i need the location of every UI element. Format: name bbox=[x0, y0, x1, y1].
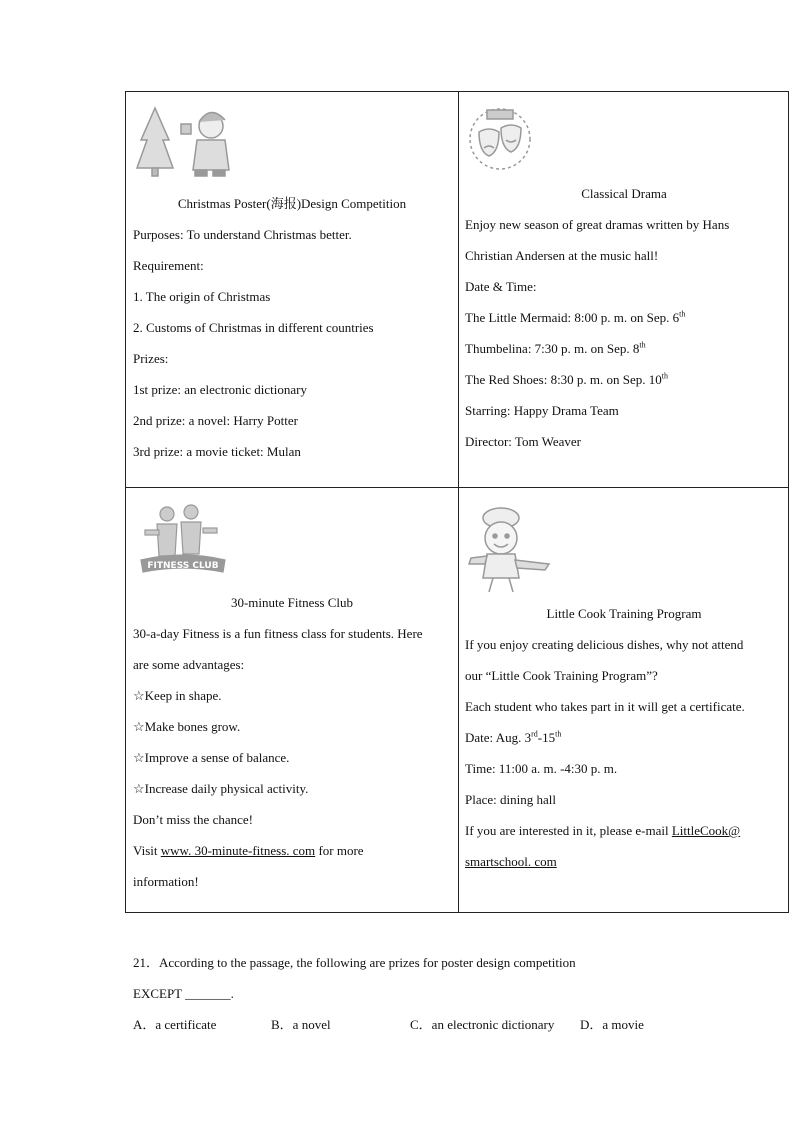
option-c[interactable]: C．an electronic dictionary bbox=[410, 1017, 555, 1032]
question-block bbox=[133, 947, 773, 1040]
option-d[interactable]: D．a movie bbox=[580, 1017, 644, 1032]
fitness-intro: are some advantages: bbox=[133, 657, 245, 672]
christmas-prize: 2nd prize: a novel: Harry Potter bbox=[133, 413, 298, 428]
cook-date bbox=[465, 722, 783, 753]
date-sup: th bbox=[555, 729, 562, 739]
option-b[interactable]: B．a novel bbox=[271, 1017, 331, 1032]
fitness-title: 30-minute Fitness Club bbox=[230, 595, 354, 610]
christmas-title: Christmas Poster(海报)Design Competition bbox=[177, 196, 407, 211]
question-stem: EXCEPT _______. bbox=[133, 986, 234, 1001]
christmas-tree-santa-icon bbox=[133, 102, 233, 182]
christmas-prize: 1st prize: an electronic dictionary bbox=[133, 382, 307, 397]
show-text: The Little Mermaid: 8:00 p. m. on Sep. 6 bbox=[465, 310, 680, 325]
email-link[interactable]: smartschool. com bbox=[465, 854, 557, 869]
fitness-advantage: ☆Increase daily physical activity. bbox=[133, 781, 309, 796]
cook-time: Time: 11:00 a. m. -4:30 p. m. bbox=[465, 761, 618, 776]
show-sup: th bbox=[679, 309, 686, 319]
fitness-cta: Don’t miss the chance! bbox=[133, 812, 253, 827]
fitness-icon-text: FITNESS CLUB bbox=[147, 561, 219, 571]
show-text: The Red Shoes: 8:30 p. m. on Sep. 10 bbox=[465, 372, 662, 387]
column-divider bbox=[458, 92, 459, 912]
christmas-prizes-label: Prizes: bbox=[133, 351, 169, 366]
drama-director: Director: Tom Weaver bbox=[465, 434, 581, 449]
fitness-url-link[interactable]: www. 30-minute-fitness. com bbox=[160, 843, 316, 858]
cook-cell bbox=[465, 504, 783, 877]
date-sup: rd bbox=[531, 729, 538, 739]
poster-table bbox=[125, 91, 789, 913]
visit-prefix: Visit bbox=[133, 843, 161, 858]
christmas-requirement-label: Requirement: bbox=[133, 258, 204, 273]
christmas-requirement: 2. Customs of Christmas in different countries bbox=[133, 320, 374, 335]
fitness-advantage: ☆Improve a sense of balance. bbox=[133, 750, 290, 765]
christmas-cell bbox=[133, 102, 451, 467]
date-mid: -15 bbox=[537, 730, 556, 745]
drama-masks-icon bbox=[465, 104, 535, 174]
visit-suffix: for more bbox=[315, 843, 364, 858]
drama-intro: Enjoy new season of great dramas written by Hans bbox=[465, 217, 730, 232]
show-sup: th bbox=[661, 371, 669, 381]
fitness-intro: 30-a-day Fitness is a fun fitness class for students. Here bbox=[133, 626, 423, 641]
cook-certificate: Each student who takes part in it will get a certificate. bbox=[465, 699, 745, 714]
fitness-advantage: ☆Keep in shape. bbox=[133, 688, 222, 703]
cook-title: Little Cook Training Program bbox=[546, 606, 702, 621]
question-options bbox=[133, 1009, 773, 1040]
fitness-visit bbox=[133, 835, 451, 866]
email-link[interactable]: LittleCook@ bbox=[671, 823, 741, 838]
drama-title: Classical Drama bbox=[581, 186, 667, 201]
fitness-visit-end: information! bbox=[133, 874, 199, 889]
drama-cell bbox=[465, 104, 783, 457]
christmas-prize: 3rd prize: a movie ticket: Mulan bbox=[133, 444, 301, 459]
drama-show bbox=[465, 364, 783, 395]
show-sup: th bbox=[639, 340, 646, 350]
option-a[interactable]: A．a certificate bbox=[133, 1017, 217, 1032]
drama-intro: Christian Andersen at the music hall! bbox=[465, 248, 659, 263]
drama-show bbox=[465, 302, 783, 333]
cook-email-cont bbox=[465, 846, 783, 877]
date-prefix: Date: Aug. 3 bbox=[465, 730, 532, 745]
christmas-requirement: 1. The origin of Christmas bbox=[133, 289, 271, 304]
question-stem: 21．According to the passage, the following are prizes for poster design competition bbox=[133, 955, 576, 970]
drama-starring: Starring: Happy Drama Team bbox=[465, 403, 619, 418]
email-prefix: If you are interested in it, please e-mail bbox=[465, 823, 672, 838]
fitness-club-icon bbox=[133, 500, 233, 580]
row-divider bbox=[126, 487, 788, 488]
drama-datetime-label: Date & Time: bbox=[465, 279, 537, 294]
cook-place: Place: dining hall bbox=[465, 792, 556, 807]
fitness-cell bbox=[133, 500, 451, 897]
little-cook-icon bbox=[465, 504, 555, 596]
cook-email bbox=[465, 815, 783, 846]
christmas-purposes: Purposes: To understand Christmas better. bbox=[133, 227, 352, 242]
drama-show bbox=[465, 333, 783, 364]
cook-intro: If you enjoy creating delicious dishes, why not attend bbox=[465, 637, 744, 652]
cook-intro: our “Little Cook Training Program”? bbox=[465, 668, 658, 683]
fitness-advantage: ☆Make bones grow. bbox=[133, 719, 241, 734]
show-text: Thumbelina: 7:30 p. m. on Sep. 8 bbox=[465, 341, 640, 356]
